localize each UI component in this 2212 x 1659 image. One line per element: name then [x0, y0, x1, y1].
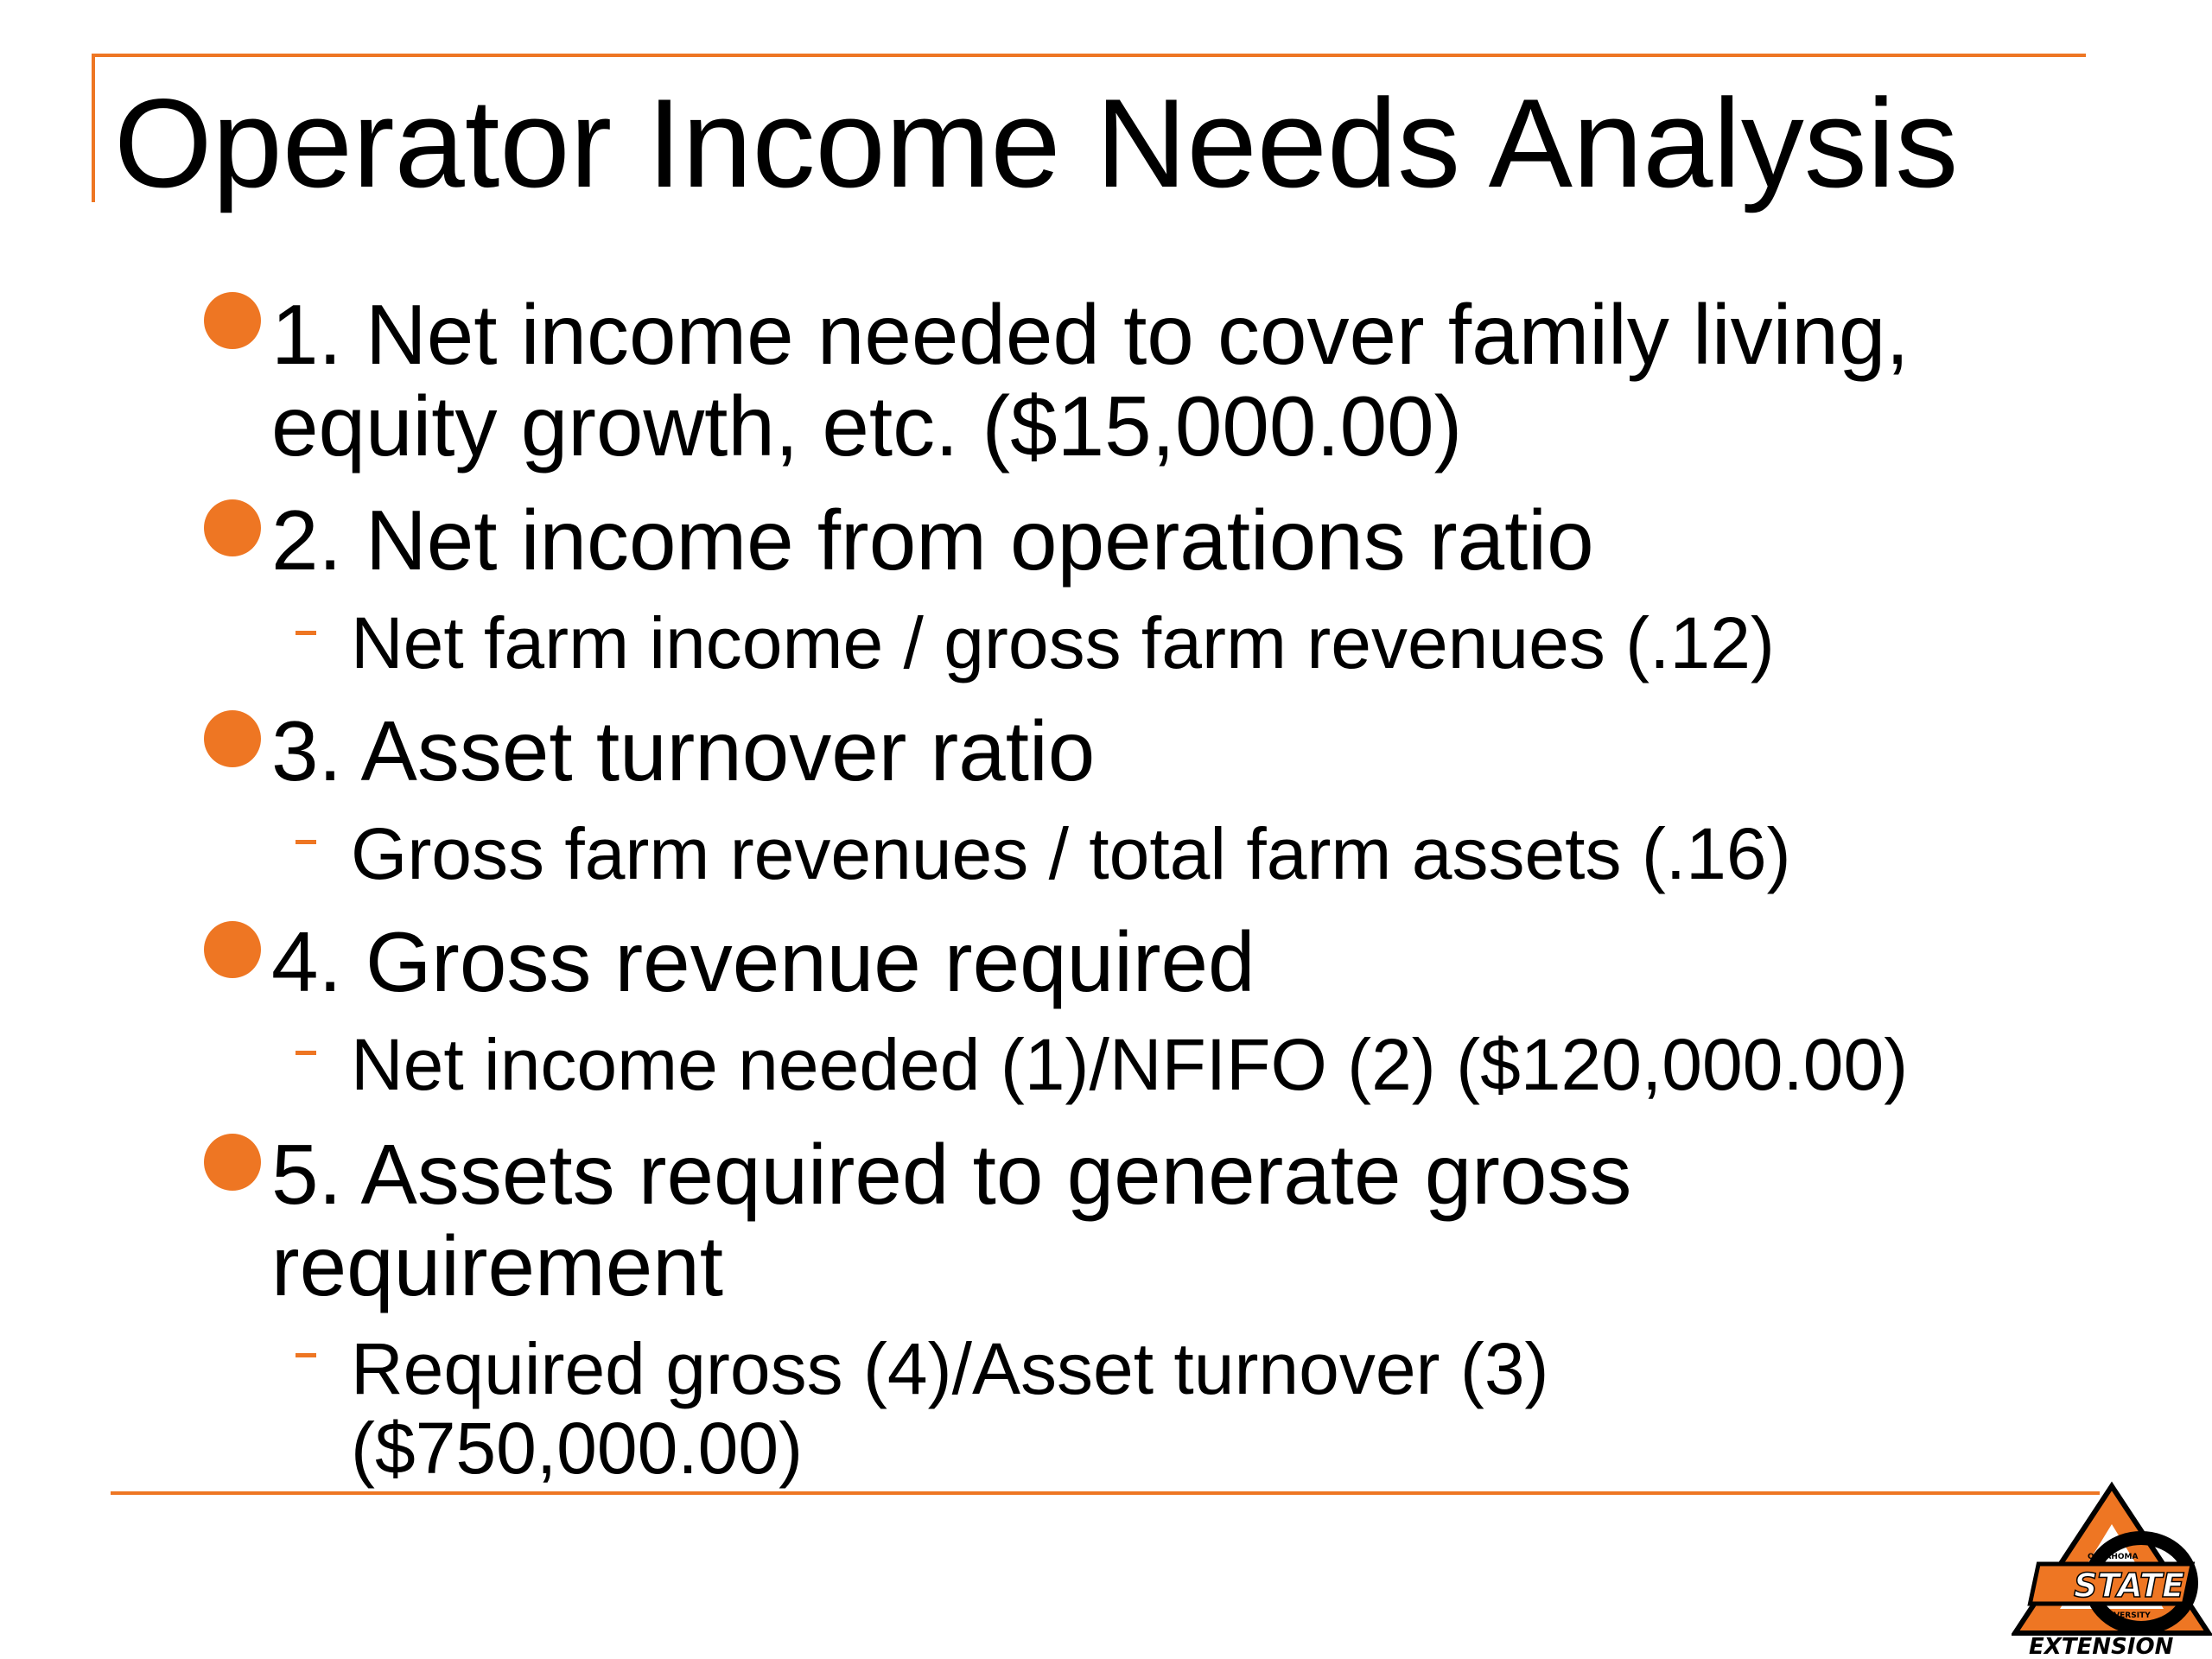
bullet-dot-icon: [204, 292, 261, 349]
bullet-text-5-line1: 5. Assets required to generate gross: [271, 1127, 1632, 1222]
sub-bullet-text-2: Net farm income / gross farm revenues (.12): [351, 602, 1775, 683]
logo-small-bottom: UNIVERSITY: [2098, 1611, 2151, 1620]
sub-bullet-dash-icon: [296, 1353, 316, 1357]
bullet-dot-icon: [204, 1134, 261, 1191]
bullet-text-4: 4. Gross revenue required: [271, 914, 1255, 1009]
sub-bullet-dash-icon: [296, 631, 316, 635]
sub-bullet-dash-icon: [296, 1051, 316, 1055]
bullet-text-2: 2. Net income from operations ratio: [271, 493, 1594, 588]
bullet-text-1-line1: 1. Net income needed to cover family living,: [271, 287, 1910, 382]
bullet-dot-icon: [204, 710, 261, 767]
logo-caption: EXTENSION: [2029, 1634, 2174, 1659]
bullet-text-1-line2: equity growth, etc. ($15,000.00): [271, 378, 1463, 474]
sub-bullet-text-5: [351, 1329, 2062, 1488]
osu-extension-logo-icon: [2012, 1479, 2212, 1659]
logo-small-top: OKLAHOMA: [2088, 1553, 2139, 1561]
bullet-text-3: 3. Asset turnover ratio: [271, 703, 1096, 798]
bullet-text-1: [271, 289, 2034, 472]
bullet-text-5: [271, 1128, 2034, 1312]
sub-bullet-text-5-line1: Required gross (4)/Asset turnover (3): [351, 1328, 1549, 1409]
sub-bullet-text-4: Net income needed (1)/NFIFO (2) ($120,000.00): [351, 1024, 1909, 1105]
logo-wordmark: STATE: [2074, 1567, 2184, 1605]
bullet-dot-icon: [204, 921, 261, 978]
bullet-text-5-line2: requirement: [271, 1218, 723, 1313]
slide-title: Operator Income Needs Analysis: [114, 73, 1959, 213]
bullet-dot-icon: [204, 499, 261, 556]
sub-bullet-dash-icon: [296, 840, 316, 844]
sub-bullet-text-3: Gross farm revenues / total farm assets (.16): [351, 813, 1791, 894]
sub-bullet-text-5-line2: ($750,000.00): [351, 1408, 804, 1489]
bottom-rule: [111, 1491, 2100, 1495]
